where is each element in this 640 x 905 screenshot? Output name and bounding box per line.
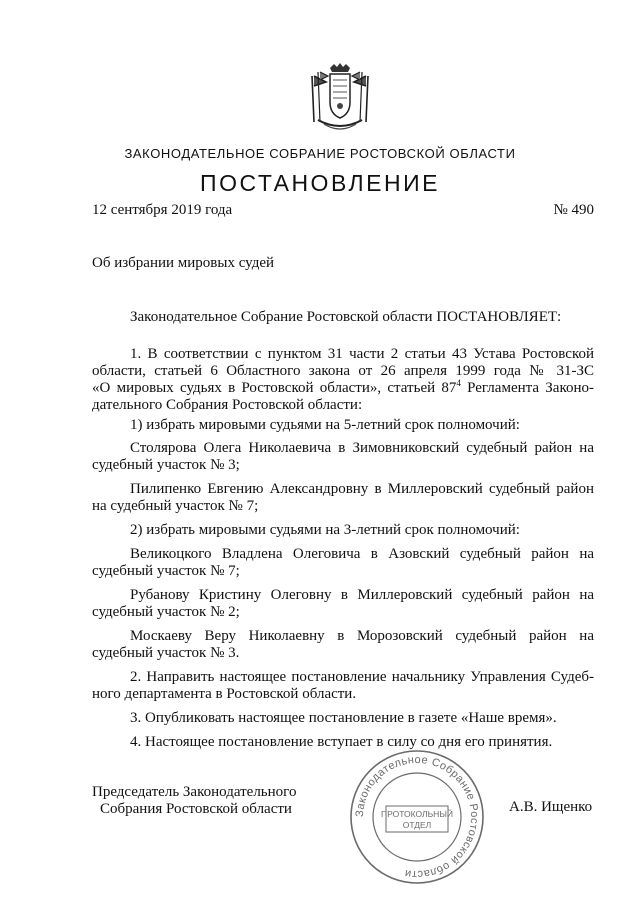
organization-name: ЗАКОНОДАТЕЛЬНОЕ СОБРАНИЕ РОСТОВСКОЙ ОБЛАСТИ [124,146,516,161]
subparagraph-1-text: 1) избрать мировыми судьями на 5-летний срок полномочий: [130,417,520,433]
judge-entry-line: судебный участок № 2; [92,604,240,620]
coat-of-arms-emblem [300,62,380,134]
preamble [92,309,594,326]
judge-entry-line: Столярова Олега Николаевича в Зимовниковский судебный район на [130,440,594,456]
judge-entry [92,587,594,621]
judge-entry-line: судебный участок № 7; [92,563,240,579]
subparagraph-2-text: 2) избрать мировыми судьями на 3-летний срок полномочий: [130,522,520,538]
signatory-name: А.В. Ищенко [509,799,593,815]
stamp-center-line2: ОТДЕЛ [402,820,432,830]
subparagraph-1 [92,417,594,434]
paragraph-1 [92,346,594,414]
judge-entry-line: судебный участок № 3; [92,457,240,473]
judge-entry-line: Пилипенко Евгению Александровну в Миллеровский судебный район [130,481,594,497]
judge-entry-line: Рубанову Кристину Олеговну в Миллеровский судебный район на [130,587,594,603]
official-stamp [348,748,486,886]
stamp-center-line1: ПРОТОКОЛЬНЫЙ [381,809,453,819]
judge-entry [92,440,594,474]
paragraph-1-line: дательного Собрания Ростовской области: [92,397,363,413]
document-title: ПОСТАНОВЛЕНИЕ [200,170,440,196]
document-date: 12 сентября 2019 года [92,202,233,218]
superscript: 4 [456,378,461,388]
subparagraph-2 [92,522,594,539]
judge-entry-line: на судебный участок № 7; [92,498,259,514]
judge-entry-line: Москаеву Веру Николаевну в Морозовский судебный район на [130,628,594,644]
stamp-ring-text: Законодательное Собрание Ростовской области [353,753,481,881]
document-subject: Об избрании мировых судей [92,255,275,271]
judge-entry-line: Великоцкого Владлена Олеговича в Азовский судебный район на [130,546,594,562]
paragraph-2-line: ного департамента в Ростовской области. [92,686,357,702]
signatory-position: Собрания Ростовской области [100,801,292,817]
paragraph-2-line: 2. Направить настоящее постановление начальнику Управления Судеб- [130,669,594,685]
judge-entry [92,628,594,662]
preamble-text: Законодательное Собрание Ростовской области ПОСТАНОВЛЯЕТ: [130,309,562,325]
paragraph-4 [92,734,594,751]
paragraph-3 [92,710,594,727]
paragraph-1-line: области, статьей 6 Областного закона от 26 апреля 1999 года № 31-ЗС [92,363,594,379]
judge-entry [92,546,594,580]
paragraph-1-line: 1. В соответствии с пунктом 31 части 2 статьи 43 Устава Ростовской [130,346,594,362]
paragraph-1-line: «О мировых судьях в Ростовской области», статьей $87^4$ Регламента Законо- [92,378,594,396]
paragraph-4-text: 4. Настоящее постановление вступает в силу со дня его принятия. [130,734,553,750]
paragraph-3-text: 3. Опубликовать настоящее постановление в газете «Наше время». [130,710,557,726]
document-number: № 490 [553,202,594,218]
signatory-position: Председатель Законодательного [92,784,297,800]
judge-entry-line: судебный участок № 3. [92,645,240,661]
paragraph-2 [92,669,594,703]
judge-entry [92,481,594,515]
